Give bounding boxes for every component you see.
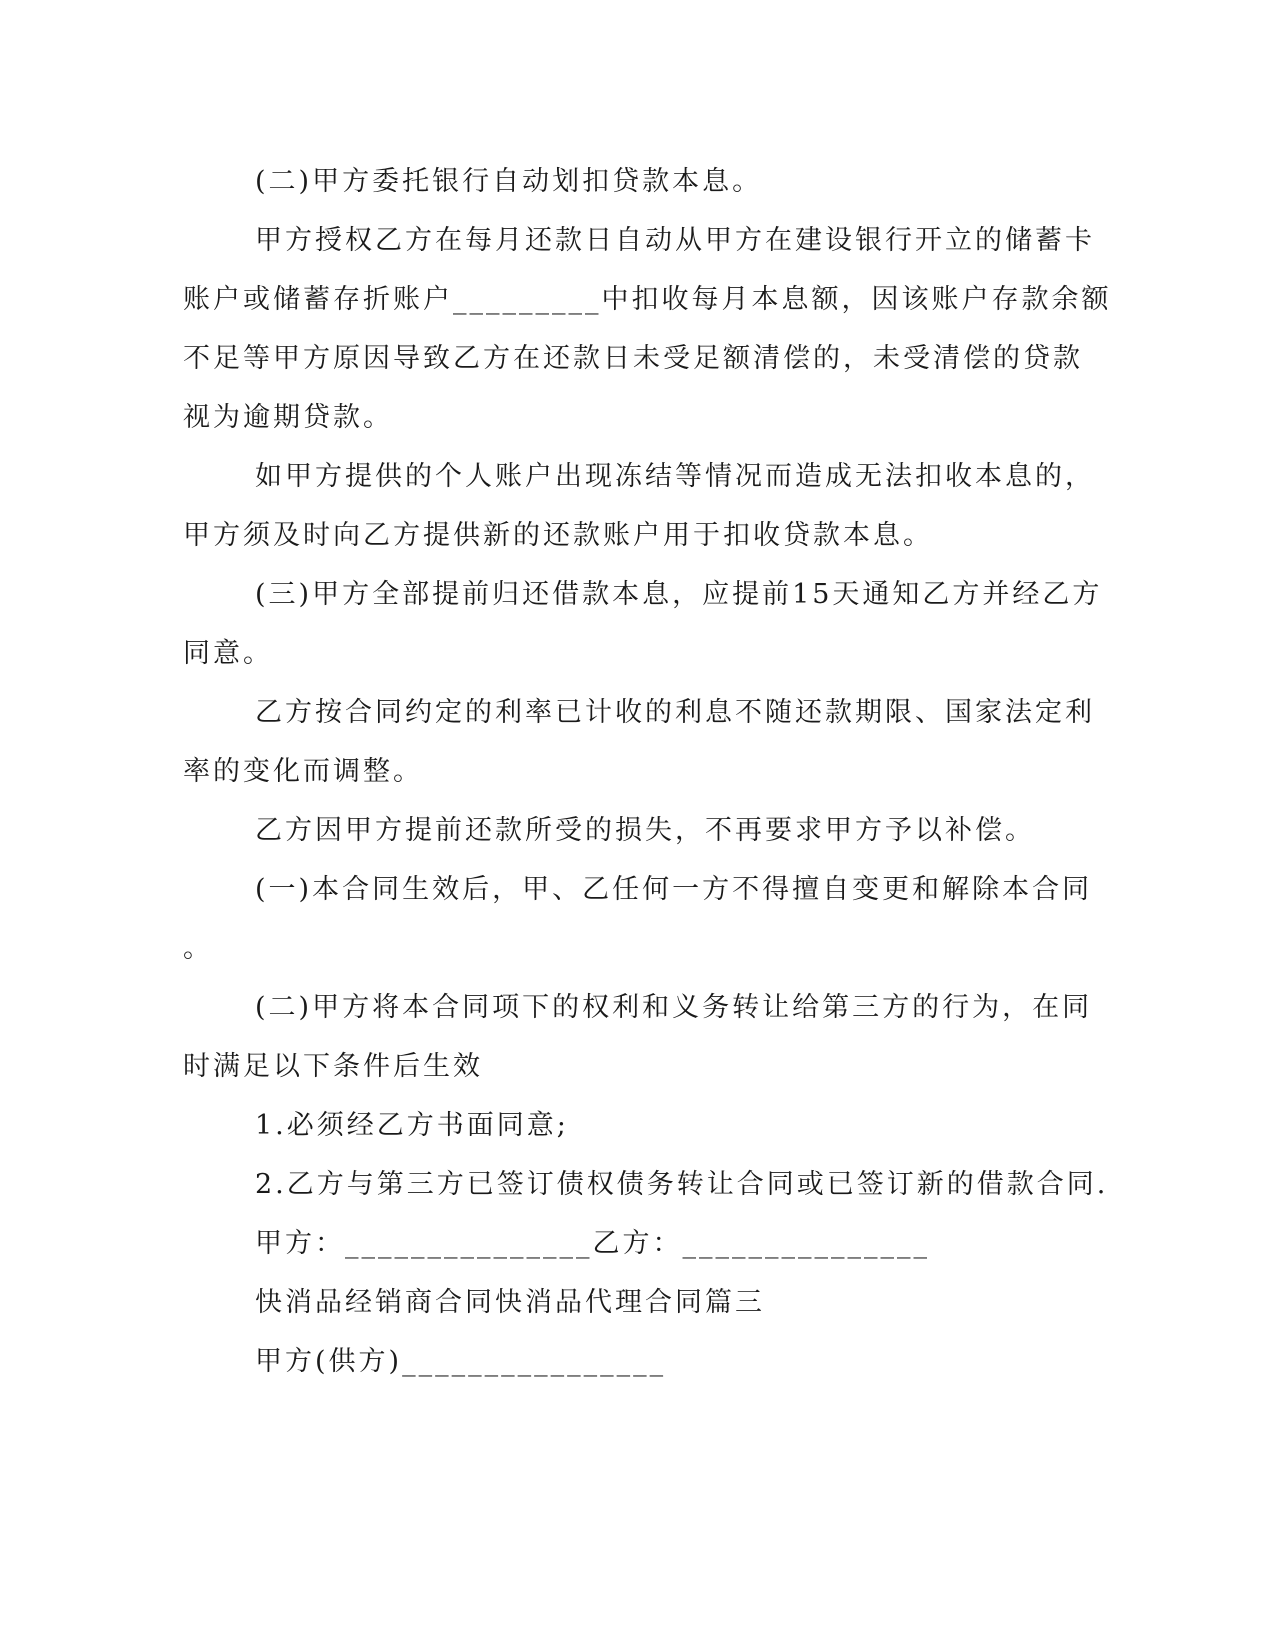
clause-3-title: (三)甲方全部提前归还借款本息，应提前15天通知乙方并经乙方 xyxy=(255,579,1103,610)
condition-item-2: 2.乙方与第三方已签订债权债务转让合同或已签订新的借款合同. xyxy=(255,1169,1109,1200)
section-heading: 快消品经销商合同快消品代理合同篇三 xyxy=(255,1287,765,1318)
paragraph-line: 账户或储蓄存折账户_________中扣收每月本息额，因该账户存款余额 xyxy=(183,284,1112,315)
paragraph-line: 同意。 xyxy=(183,638,273,669)
party-a-line: 甲方(供方)________________ xyxy=(255,1346,667,1377)
signature-line: 甲方：_______________乙方：_______________ xyxy=(255,1228,930,1259)
clause-1-title: (一)本合同生效后，甲、乙任何一方不得擅自变更和解除本合同 xyxy=(255,874,1093,905)
paragraph-line: 。 xyxy=(183,933,213,964)
paragraph-line: 如甲方提供的个人账户出现冻结等情况而造成无法扣收本息的， xyxy=(255,461,1095,492)
paragraph-line: 甲方授权乙方在每月还款日自动从甲方在建设银行开立的储蓄卡 xyxy=(255,225,1095,256)
clause-2b-title: (二)甲方将本合同项下的权利和义务转让给第三方的行为，在同 xyxy=(255,992,1093,1023)
paragraph-line: 视为逾期贷款。 xyxy=(183,402,393,433)
paragraph-line: 时满足以下条件后生效 xyxy=(183,1051,483,1082)
paragraph-line: 率的变化而调整。 xyxy=(183,756,423,787)
paragraph-line: 甲方须及时向乙方提供新的还款账户用于扣收贷款本息。 xyxy=(183,520,933,551)
paragraph-line: 乙方因甲方提前还款所受的损失，不再要求甲方予以补偿。 xyxy=(255,815,1035,846)
clause-2-title: (二)甲方委托银行自动划扣贷款本息。 xyxy=(255,166,763,197)
paragraph-line: 不足等甲方原因导致乙方在还款日未受足额清偿的，未受清偿的贷款 xyxy=(183,343,1083,374)
paragraph-line: 乙方按合同约定的利率已计收的利息不随还款期限、国家法定利 xyxy=(255,697,1095,728)
condition-item-1: 1.必须经乙方书面同意; xyxy=(255,1110,569,1141)
